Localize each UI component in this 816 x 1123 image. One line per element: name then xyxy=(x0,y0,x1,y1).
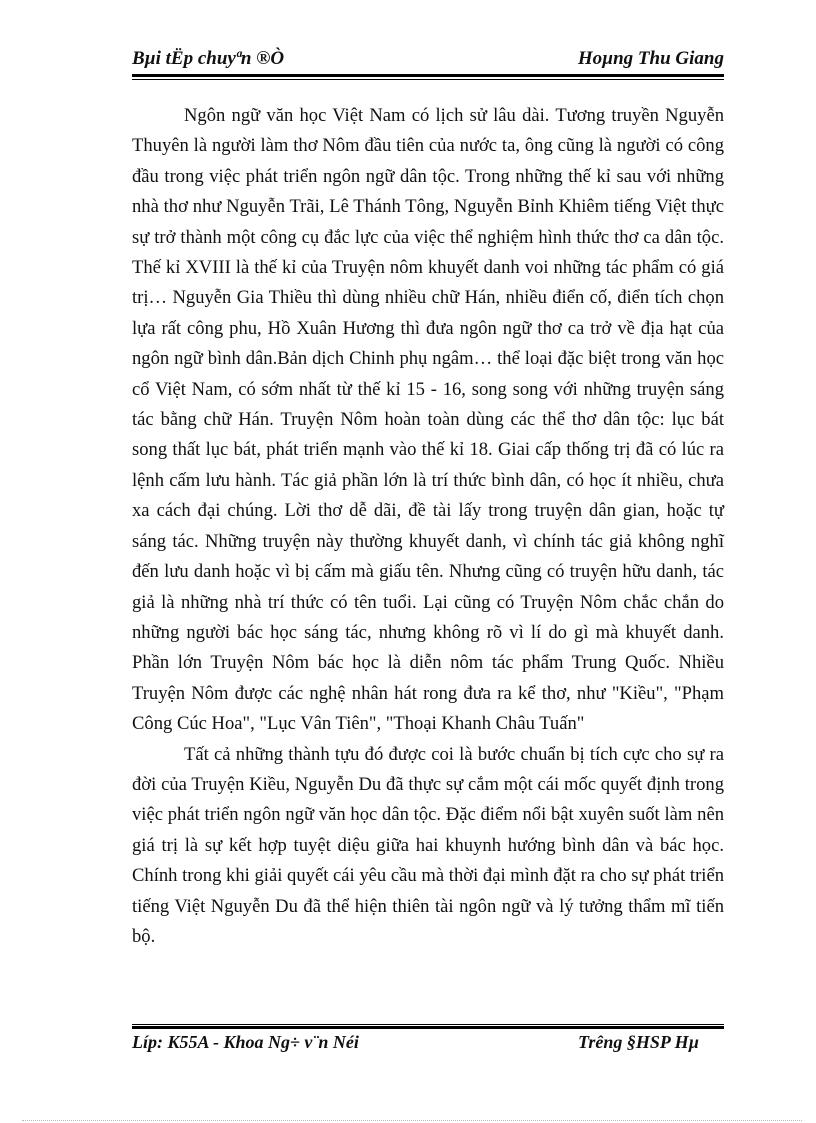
page-bottom-edge xyxy=(22,1120,802,1121)
header-rule-thick xyxy=(132,74,724,77)
header-right-text: Hoµng Thu Giang xyxy=(577,48,724,69)
footer-left-text: Líp: K55A - Khoa Ng÷ v¨n Néi xyxy=(132,1032,359,1052)
paragraph-1: Ngôn ngữ văn học Việt Nam có lịch sử lâu dài. Tương truyền Nguyễn Thuyên là người làm thơ Nôm đầu tiên của nước ta, ông cũng là người có công đầu trong việc phát triển ngôn ngữ dân tộc. Trong những thế kỉ sau với những nhà thơ như Nguyễn Trãi, Lê Thánh Tông, Nguyễn Bỉnh Khiêm tiếng Việt thực sự trở thành một công cụ đắc lực của việc thể nghiệm hình thức thơ ca dân tộc. Thế kỉ XVIII là thế kỉ của Truyện nôm khuyết danh voi những tác phẩm có giá trị… Nguyễn Gia Thiều thì dùng nhiều chữ Hán, nhiều điển cố, điển tích chọn lựa rất công phu, Hồ Xuân Hương thì đưa ngôn ngữ thơ ca trở về địa hạt của ngôn ngữ bình dân.Bản dịch Chinh phụ ngâm… thể loại đặc biệt trong văn học cổ Việt Nam, có sớm nhất từ thế kỉ 15 - 16, song song với những truyện sáng tác bằng chữ Hán. Truyện Nôm hoàn toàn dùng các thể thơ dân tộc: lục bát song thất lục bát, phát triển mạnh vào thế kỉ 18. Giai cấp thống trị đã có lúc ra lệnh cấm lưu hành. Tác giả phần lớn là trí thức bình dân, có học ít nhiều, chưa xa cách đại chúng. Lời thơ dễ dãi, đề tài lấy trong truyện dân gian, hoặc tự sáng tác. Những truyện này thường khuyết danh, vì chính tác giả không nghĩ đến lưu danh hoặc vì bị cấm mà giấu tên. Nhưng cũng có truyện hữu danh, tác giả là những nhà trí thức có tên tuổi. Lại cũng có Truyện Nôm chắc chắn do những người bác học sáng tác, nhưng không rõ vì lí do gì mà khuyết danh. Phần lớn Truyện Nôm bác học là diễn nôm tác phẩm Trung Quốc. Nhiều Truyện Nôm được các nghệ nhân hát rong đưa ra kể thơ, như "Kiều", "Phạm Công Cúc Hoa", "Lục Vân Tiên", "Thoại Khanh Châu Tuấn" xyxy=(132,105,724,735)
page-header xyxy=(132,46,724,74)
header-rule-thin xyxy=(132,79,724,80)
paragraph-2: Tất cả những thành tựu đó được coi là bước chuẩn bị tích cực cho sự ra đời của Truyện Kiều, Nguyễn Du đã thực sự cắm một cái mốc quyết định trong việc phát triển ngôn ngữ văn học dân tộc. Đặc điểm nổi bật xuyên suốt làm nên giá trị là sự kết hợp tuyệt diệu giữa hai khuynh hướng bình dân và bác học. Chính trong khi giải quyết cái yêu cầu mà thời đại mình đặt ra cho sự phát triển tiếng Việt Nguyễn Du đã thể hiện thiên tài ngôn ngữ và lý tưởng thẩm mĩ tiến bộ. xyxy=(132,743,724,947)
footer-rule-thick xyxy=(132,1026,724,1029)
header-left-text: Bµi tËp chuyªn ®Ò xyxy=(132,48,285,69)
document-body xyxy=(132,101,724,952)
footer-right-text: Trêng §HSP Hµ xyxy=(578,1032,700,1052)
footer-rule-thin xyxy=(132,1024,724,1025)
